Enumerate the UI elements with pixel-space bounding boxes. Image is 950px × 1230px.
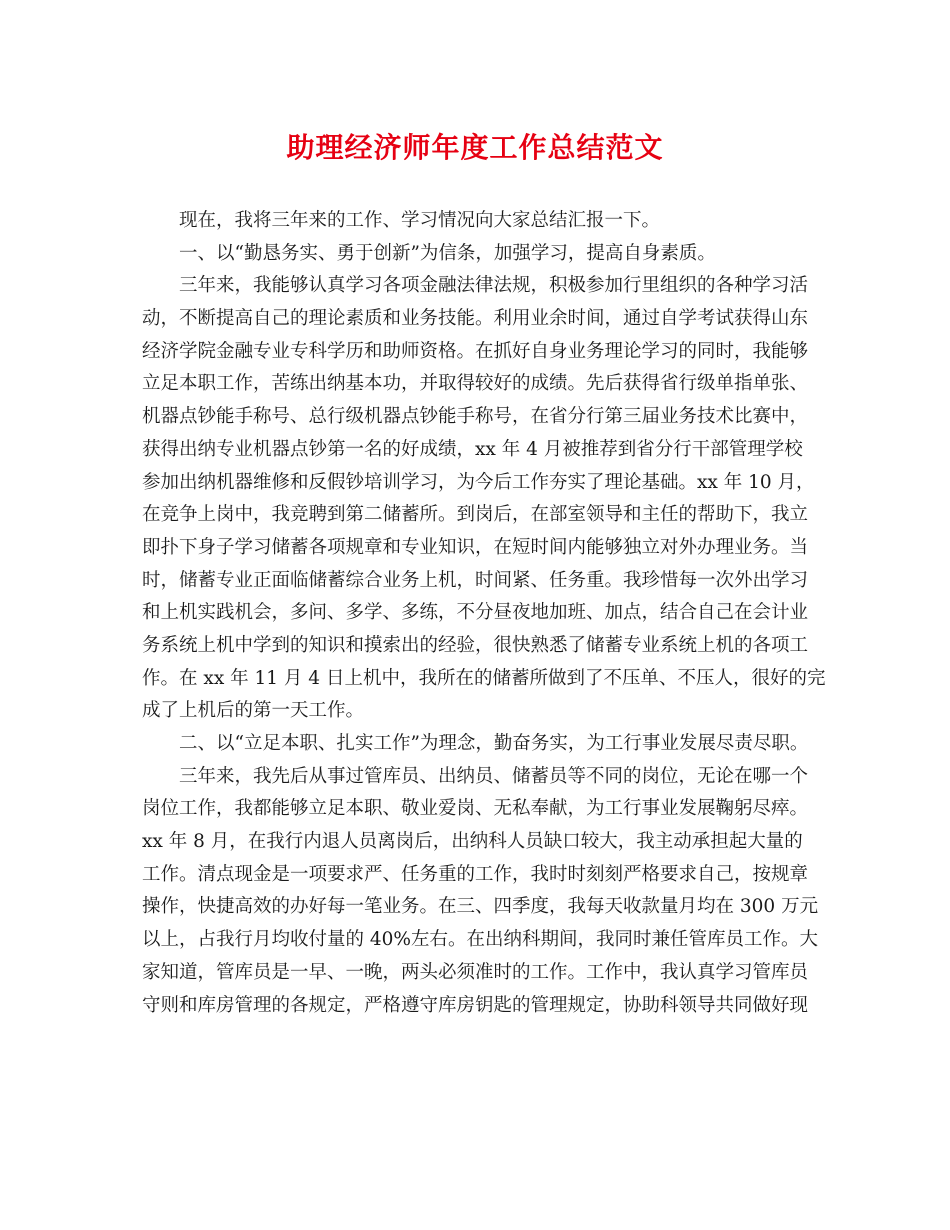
text-line: 作。在 xx 年 11 月 4 日上机中，我所在的储蓄所做到了不压单、不压人，很好的完 — [142, 667, 826, 689]
text-line: 时，储蓄专业正面临储蓄综合业务上机，时间紧、任务重。我珍惜每一次外出学习 — [142, 569, 809, 591]
text-line: 二、以“立足本职、扎实工作”为理念，勤奋务实，为工行事业发展尽责尽职。 — [179, 733, 809, 754]
text-line: 机器点钞能手称号、总行级机器点钞能手称号，在省分行第三届业务技术比赛中， — [142, 406, 809, 428]
text-line: 三年来，我先后从事过管库员、出纳员、储蓄员等不同的岗位，无论在哪一个 — [179, 765, 809, 787]
text-line: 现在，我将三年来的工作、学习情况向大家总结汇报一下。 — [179, 210, 661, 231]
text-line: 一、以“勤恳务实、勇于创新”为信条，加强学习，提高自身素质。 — [179, 242, 716, 264]
text-line: 三年来，我能够认真学习各项金融法律法规，积极参加行里组织的各种学习活 — [179, 275, 809, 297]
text-line: 工作。清点现金是一项要求严、任务重的工作，我时时刻刻严格要求自己，按规章 — [142, 863, 809, 885]
text-line: 成了上机后的第一天工作。 — [142, 700, 365, 722]
text-line: 在竞争上岗中，我竞聘到第二储蓄所。到岗后，在部室领导和主任的帮助下，我立 — [142, 504, 809, 526]
text-line: 岗位工作，我都能够立足本职、敬业爱岗、无私奉献，为工行事业发展鞠躬尽瘁。 — [142, 798, 809, 820]
text-line: 获得出纳专业机器点钞第一名的好成绩，xx 年 4 月被推荐到省分行干部管理学校 — [142, 438, 803, 460]
text-line: 经济学院金融专业专科学历和助师资格。在抓好自身业务理论学习的同时，我能够 — [142, 340, 809, 362]
document-title: 助理经济师年度工作总结范文 — [286, 131, 664, 164]
text-line: 动，不断提高自己的理论素质和业务技能。利用业余时间，通过自学考试获得山东 — [142, 308, 809, 330]
text-line: 即扑下身子学习储蓄各项规章和专业知识，在短时间内能够独立对外办理业务。当 — [142, 536, 809, 558]
text-line: 立足本职工作，苦练出纳基本功，并取得较好的成绩。先后获得省行级单指单张、 — [142, 373, 809, 395]
text-line: 家知道，管库员是一早、一晚，两头必须准时的工作。工作中，我认真学习管库员 — [142, 961, 809, 983]
text-line: 以上，占我行月均收付量的 40%左右。在出纳科期间，我同时兼任管库员工作。大 — [142, 929, 819, 951]
text-line: 和上机实践机会，多问、多学、多练，不分昼夜地加班、加点，结合自己在会计业 — [142, 602, 809, 624]
text-line: 务系统上机中学到的知识和摸索出的经验，很快熟悉了储蓄专业系统上机的各项工 — [142, 634, 809, 656]
text-line: 参加出纳机器维修和反假钞培训学习，为今后工作夯实了理论基础。xx 年 10 月， — [142, 471, 815, 493]
text-line: 操作，快捷高效的办好每一笔业务。在三、四季度，我每天收款量月均在 300 万元 — [142, 896, 819, 918]
text-line: xx 年 8 月，在我行内退人员离岗后，出纳科人员缺口较大，我主动承担起大量的 — [142, 831, 803, 853]
document-body — [142, 205, 828, 1022]
text-line: 守则和库房管理的各规定，严格遵守库房钥匙的管理规定，协助科领导共同做好现 — [142, 994, 809, 1016]
